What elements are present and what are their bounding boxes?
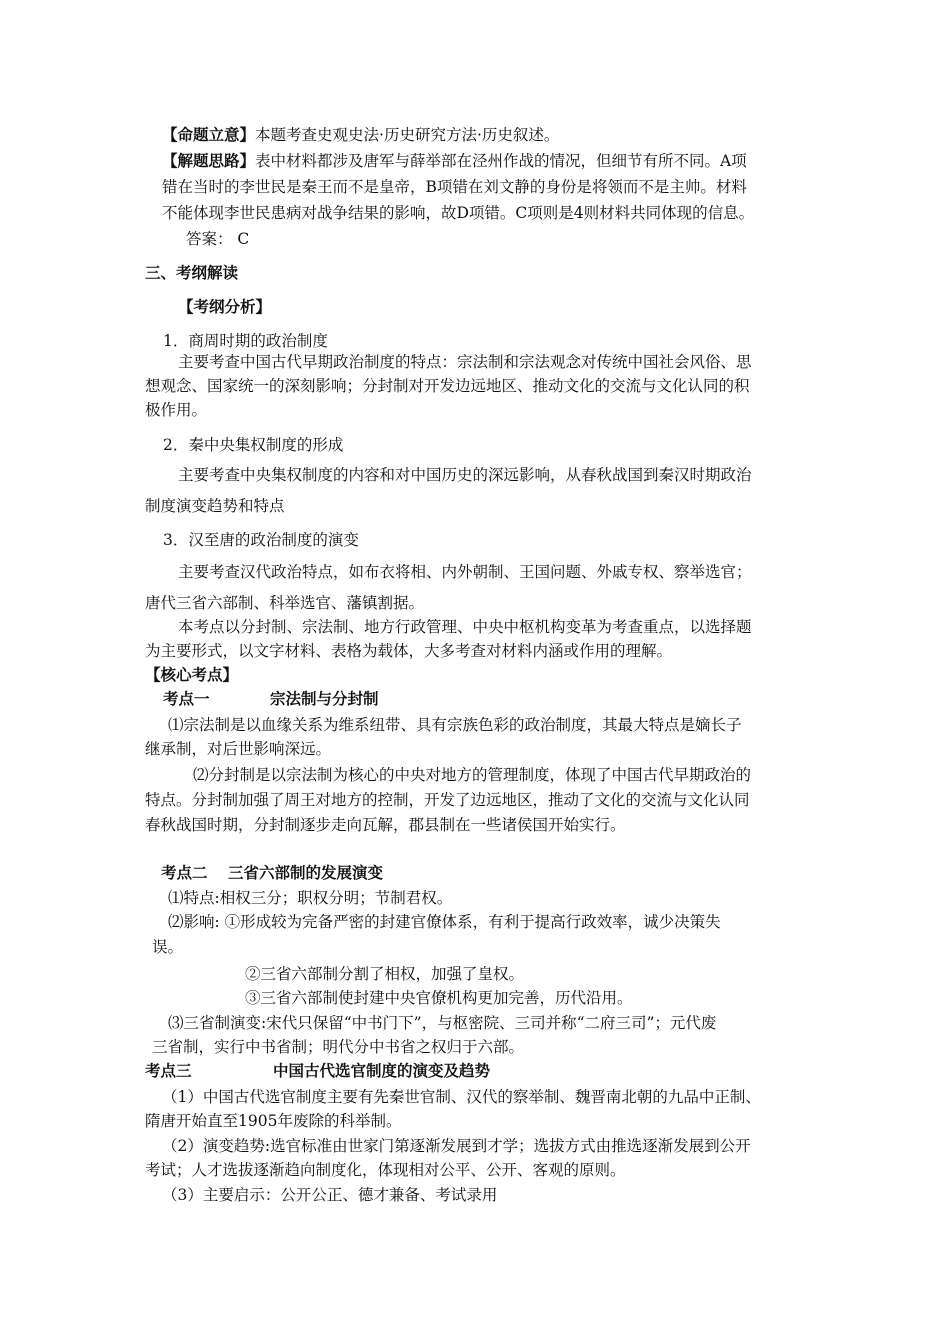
section-title: 三、考纲解读 [145, 264, 239, 282]
key-point-2-para-1: ⑴特点:相权三分；职权分明；节制君权。 [168, 889, 453, 907]
key-point-3-para-2-2: 考试；人才选拔逐渐趋向制度化，体现相对公平、公开、客观的原则。 [145, 1161, 626, 1179]
answer-text: 答案： C [186, 230, 250, 248]
key-point-3-label: 考点三 [145, 1062, 192, 1080]
outline-item-2-title: 2．秦中央集权制度的形成 [163, 436, 344, 454]
core-label: 【核心考点】 [145, 666, 239, 684]
outline-item-3-text-2: 唐代三省六部制、科举选官、藩镇割据。 [145, 594, 425, 612]
outline-item-1-text-2: 想观念、国家统一的深刻影响；分封制对开发边远地区、推动文化的交流与文化认同的积 [145, 377, 750, 395]
intent-line [162, 124, 559, 146]
key-point-1-title: 宗法制与分封制 [270, 690, 379, 708]
outline-item-1-title: 1．商周时期的政治制度 [163, 332, 328, 350]
approach-text-2: 错在当时的李世民是秦王而不是皇帝，B项错在刘文静的身份是将领而不是主帅。材料 [162, 178, 747, 196]
key-point-3-para-1-2: 隋唐开始直至1905年废除的科举制。 [145, 1112, 402, 1130]
key-point-1-label: 考点一 [163, 690, 210, 708]
key-point-2-para-3: ⑶三省制演变:宋代只保留“中书门下”，与枢密院、三司并称“二府三司”；元代废 [168, 1014, 717, 1032]
key-point-3-para-1: （1）中国古代选官制度主要有先秦世官制、汉代的察举制、魏晋南北朝的九品中正制、 [162, 1088, 761, 1106]
key-point-1-para-1-2: 继承制，对后世影响深远。 [145, 740, 332, 758]
key-point-1-para-2-3: 春秋战国时期，分封制逐步走向瓦解，郡县制在一些诸侯国开始实行。 [145, 816, 626, 834]
key-point-3-para-3: （3）主要启示：公开公正、德才兼备、考试录用 [162, 1186, 498, 1204]
key-point-2-label: 考点二 [161, 864, 208, 882]
outline-summary: 本考点以分封制、宗法制、地方行政管理、中央中枢机构变革为考查重点，以选择题 [178, 618, 752, 636]
key-point-2-para-2-4: ③三省六部制使封建中央官僚机构更加完善，历代沿用。 [245, 989, 633, 1007]
key-point-2-para-2-3: ②三省六部制分割了相权，加强了皇权。 [245, 965, 525, 983]
outline-item-1-text: 主要考查中国古代早期政治制度的特点：宗法制和宗法观念对传统中国社会风俗、思 [178, 353, 752, 371]
approach-line [162, 150, 747, 172]
key-point-3-title: 中国古代选官制度的演变及趋势 [273, 1062, 491, 1080]
outline-summary-2: 为主要形式，以文字材料、表格为载体，大多考查对材料内涵或作用的理解。 [145, 642, 673, 660]
key-point-1-para-1: ⑴宗法制是以血缘关系为维系纽带、具有宗族色彩的政治制度，其最大特点是嫡长子 [168, 716, 742, 734]
outline-item-3-title: 3．汉至唐的政治制度的演变 [163, 531, 359, 549]
key-point-2-title: 三省六部制的发展演变 [228, 864, 384, 882]
key-point-1-para-2-2: 特点。分封制加强了周王对地方的控制，开发了边远地区，推动了文化的交流与文化认同 [145, 791, 750, 809]
outline-item-3-text: 主要考查汉代政治特点，如布衣将相、内外朝制、王国问题、外戚专权、察举选官； [178, 563, 752, 581]
key-point-2-para-2: ⑵影响: ①形成较为完备严密的封建官僚体系，有利于提高行政效率，诚少决策失 [168, 913, 721, 931]
key-point-1-para-2: ⑵分封制是以宗法制为核心的中央对地方的管理制度，体现了中国古代早期政治的 [193, 766, 752, 784]
outline-item-1-text-3: 极作用。 [145, 401, 208, 419]
outline-item-2-text: 主要考查中央集权制度的内容和对中国历史的深远影响，从春秋战国到秦汉时期政治 [178, 466, 752, 484]
approach-label: 【解题思路】 [162, 152, 256, 170]
approach-text-3: 不能体现李世民患病对战争结果的影响，故D项错。C项则是4则材料共同体现的信息。 [162, 204, 755, 222]
outline-label: 【考纲分析】 [178, 298, 272, 316]
outline-item-2-text-2: 制度演变趋势和特点 [145, 497, 285, 515]
intent-label: 【命题立意】 [162, 126, 256, 144]
key-point-2-para-3-2: 三省制，实行中书省制；明代分中书省之权归于六部。 [152, 1038, 525, 1056]
key-point-2-para-2-2: 误。 [152, 938, 184, 956]
approach-text: 表中材料都涉及唐军与薛举部在泾州作战的情况，但细节有所不同。A项 [255, 152, 747, 170]
key-point-3-para-2: （2）演变趋势:选官标准由世家门第逐渐发展到才学；选拔方式由推选逐渐发展到公开 [162, 1137, 751, 1155]
intent-text: 本题考查史观史法·历史研究方法·历史叙述。 [255, 126, 560, 144]
